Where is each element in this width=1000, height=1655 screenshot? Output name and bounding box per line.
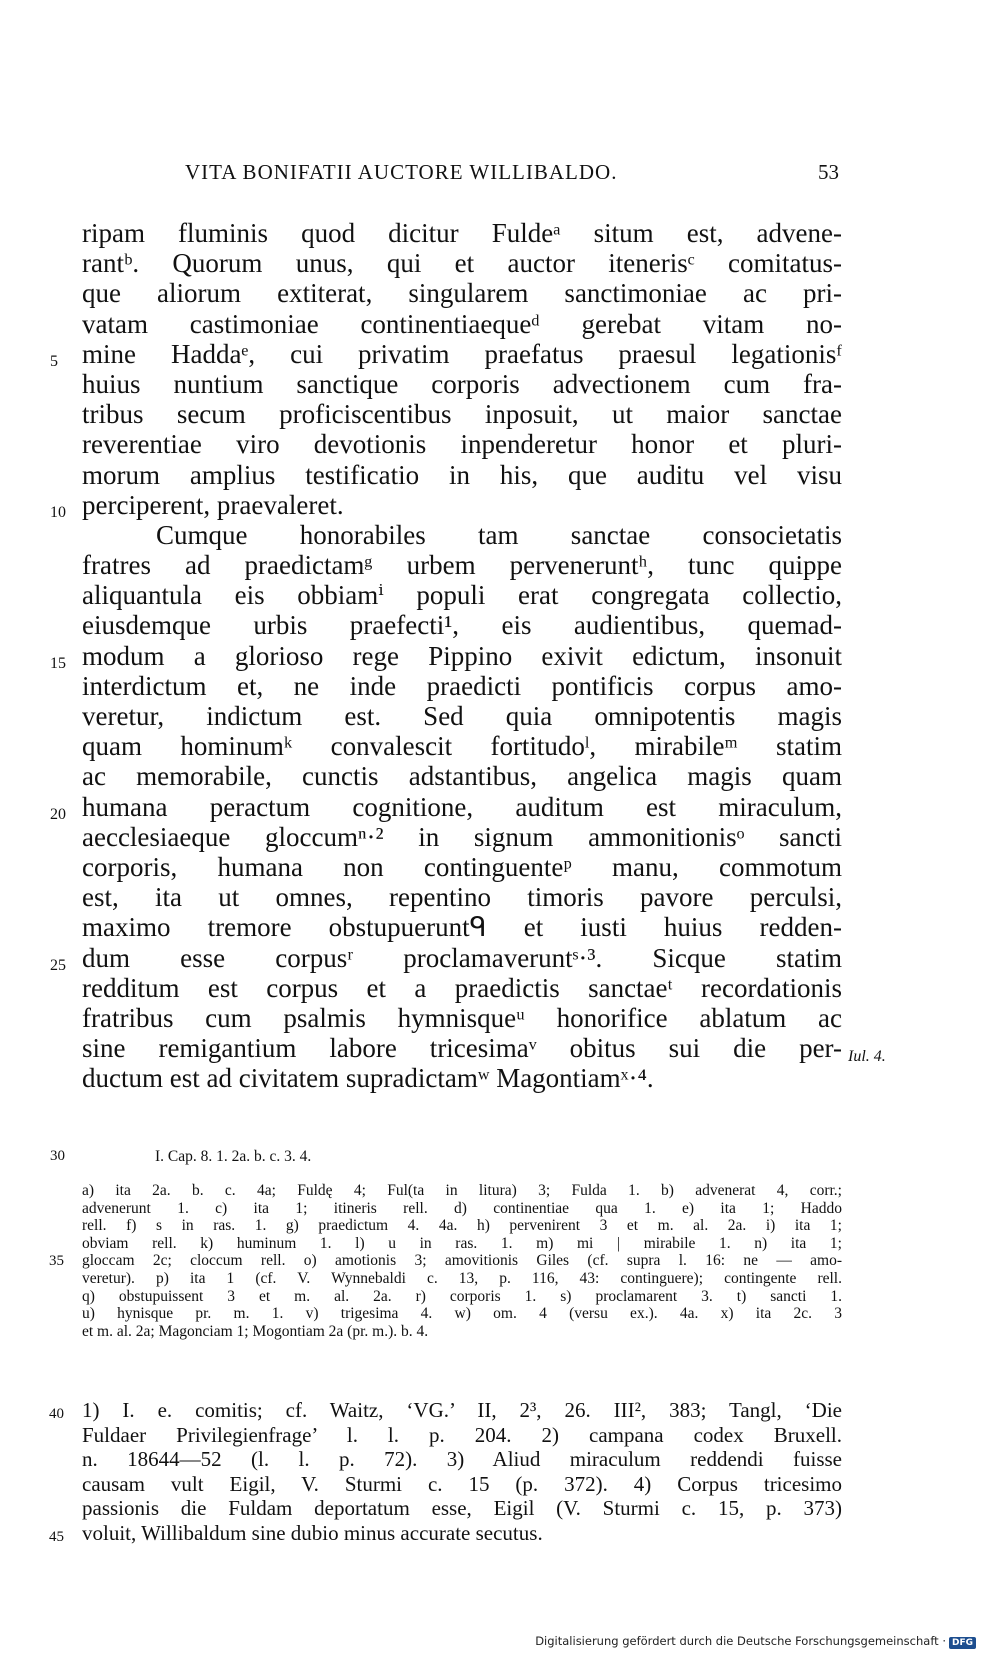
variant-line: a) ita 2a. b. c. 4a; Fuldę 4; Ful(ta in litura) 3; Fulda 1. b) advenerat 4, corr.; xyxy=(82,1182,842,1199)
text-line: huius nuntium sanctique corporis advectionem cum fra- xyxy=(82,368,842,399)
text-line: corporis, humana non continguenteᵖ manu, commotum xyxy=(82,851,842,882)
footnote-line xyxy=(49,1520,842,1546)
line-number: 30 xyxy=(50,1148,65,1164)
variant-line: advenerunt 1. c) ita 1; itineris rell. d) continentiae qua 1. e) ita 1; Haddo xyxy=(82,1199,842,1217)
page-title: VITA BONIFATII AUCTORE WILLIBALDO. xyxy=(185,160,618,184)
text-line: fratribus cum psalmis hymnisqueᵘ honorifice ablatum ac xyxy=(82,1002,842,1033)
text-line: morum amplius testificatio in his, que auditu vel visu xyxy=(82,459,842,490)
text-line: ductum est ad civitatem supradictamʷ Magontiamˣ·⁴. xyxy=(82,1063,654,1094)
footnote-line: n. 18644—52 (l. l. p. 72). 3) Aliud miraculum reddendi fuisse xyxy=(82,1447,842,1472)
line-number: 15 xyxy=(50,654,66,672)
footnote-line-content: voluit, Willibaldum sine dubio minus accurate secutus. xyxy=(82,1520,543,1545)
text-line: que aliorum extiterat, singularem sanctimoniae ac pri- xyxy=(82,278,842,309)
text-line xyxy=(50,640,842,672)
text-line: aecclesiaeque gloccumⁿ·² in signum ammonitionisᵒ sancti xyxy=(82,821,842,852)
text-line xyxy=(50,338,842,370)
text-line xyxy=(50,489,842,521)
footnote-line: Fuldaer Privilegienfrage’ l. l. p. 204. 2) campana codex Bruxell. xyxy=(82,1422,842,1447)
text-line-content: perciperent, praevaleret. xyxy=(82,489,344,520)
text-line: vatam castimoniae continentiaequeᵈ gerebat vitam no- xyxy=(82,308,842,339)
variant-line: q) obstupuissent 3 et m. al. 2a. r) corporis 1. s) proclamarent 3. t) sancti 1. xyxy=(82,1287,842,1305)
variant-line-content: gloccam 2c; cloccum rell. o) amotionis 3; amovitionis Giles (cf. supra l. 16: ne — amo- xyxy=(82,1252,842,1270)
digitization-footer xyxy=(535,1634,976,1649)
footnotes xyxy=(49,1398,842,1546)
text-line: rantᵇ. Quorum unus, qui et auctor itenerisᶜ comitatus- xyxy=(82,248,842,279)
text-line: ripam fluminis quod dicitur Fuldeᵃ situm est, advene- xyxy=(82,218,842,248)
main-text xyxy=(50,218,842,1094)
dfg-logo: DFG xyxy=(949,1637,976,1649)
text-line: veretur, indictum est. Sed quia omnipotentis magis xyxy=(82,701,842,731)
text-line: maximo tremore obstupueruntᑫ et iusti huius redden- xyxy=(82,912,842,943)
variant-line: et m. al. 2a; Magonciam 1; Mogontiam 2a (pr. m.). b. 4. xyxy=(82,1322,429,1340)
footnote-line: causam vult Eigil, V. Sturmi c. 15 (p. 372). 4) Corpus tricesimo xyxy=(82,1471,842,1496)
margin-date-note: Iul. 4. xyxy=(848,1048,886,1065)
text-line-content: mine Haddaᵉ, cui privatim praefatus praesul legationisᶠ xyxy=(82,338,842,369)
line-number: 45 xyxy=(49,1528,64,1545)
text-line: aliquantula eis obbiamⁱ populi erat congregata collectio, xyxy=(82,580,842,611)
footnote-line-content: 1) I. e. comitis; cf. Waitz, ‘VG.’ II, 2³, 26. III², 383; Tangl, ‘Die xyxy=(82,1398,842,1422)
text-line: fratres ad praedictamᵍ urbem perveneruntʰ, tunc quippe xyxy=(82,550,842,581)
line-number: 10 xyxy=(50,503,66,521)
footer-text: Digitalisierung gefördert durch die Deutsche Forschungsgemeinschaft · xyxy=(535,1634,946,1648)
page-number: 53 xyxy=(818,160,839,184)
text-line: redditum est corpus et a praedictis sanctaeᵗ recordationis xyxy=(82,972,842,1003)
footnote-line xyxy=(49,1398,842,1423)
variant-line: obviam rell. k) huminum 1. l) u in ras. 1. m) mi | mirabile 1. n) ita 1; xyxy=(82,1234,842,1252)
text-line: reverentiae viro devotionis inpenderetur honor et pluri- xyxy=(82,429,842,460)
variant-line: rell. f) s in ras. 1. g) praedictum 4. 4a. h) pervenirent 3 et m. al. 2a. i) ita 1; xyxy=(82,1217,842,1235)
text-line xyxy=(50,791,842,823)
text-line: sine remigantium labore tricesimaᵛ obitus sui die per- xyxy=(82,1033,842,1064)
text-line-content: modum a glorioso rege Pippino exivit edictum, insonuit xyxy=(82,640,842,671)
text-line: ac memorabile, cunctis adstantibus, angelica magis quam xyxy=(82,761,842,792)
line-number: 5 xyxy=(50,352,58,370)
line-number: 25 xyxy=(50,956,66,974)
text-line xyxy=(50,942,842,974)
variant-line: veretur). p) ita 1 (cf. V. Wynnebaldi c. 13, p. 116, 43: continguere); contingente rell. xyxy=(82,1269,842,1287)
text-line: Cumque honorabiles tam sanctae consocietatis xyxy=(156,519,842,550)
line-number: 40 xyxy=(49,1406,64,1422)
text-line: interdictum et, ne inde praedicti pontificis corpus amo- xyxy=(82,670,842,701)
line-number: 35 xyxy=(49,1253,64,1270)
text-line: tribus secum proficiscentibus inposuit, ut maior sanctae xyxy=(82,399,842,430)
variant-line: u) hynisque pr. m. 1. v) trigesima 4. w) om. 4 (versu ex.). 4a. x) ita 2c. 3 xyxy=(82,1305,842,1323)
text-line-content: dum esse corpusʳ proclamaveruntˢ·³. Sicque statim xyxy=(82,942,842,973)
variant-line xyxy=(49,1252,842,1270)
text-line: est, ita ut omnes, repentino timoris pavore perculsi, xyxy=(82,882,842,913)
footnote-line: passionis die Fuldam deportatum esse, Eigil (V. Sturmi c. 15, p. 373) xyxy=(82,1496,842,1521)
text-line-content: humana peractum cognitione, auditum est miraculum, xyxy=(82,791,842,822)
manuscript-sources: I. Cap. 8. 1. 2a. b. c. 3. 4. xyxy=(155,1148,312,1165)
text-line: quam hominumᵏ convalescit fortitudoˡ, mirabileᵐ statim xyxy=(82,731,842,762)
running-header xyxy=(0,160,1000,190)
text-line: eiusdemque urbis praefecti¹, eis audientibus, quemad- xyxy=(82,610,842,641)
variant-apparatus xyxy=(49,1182,842,1340)
line-number: 20 xyxy=(50,805,66,823)
